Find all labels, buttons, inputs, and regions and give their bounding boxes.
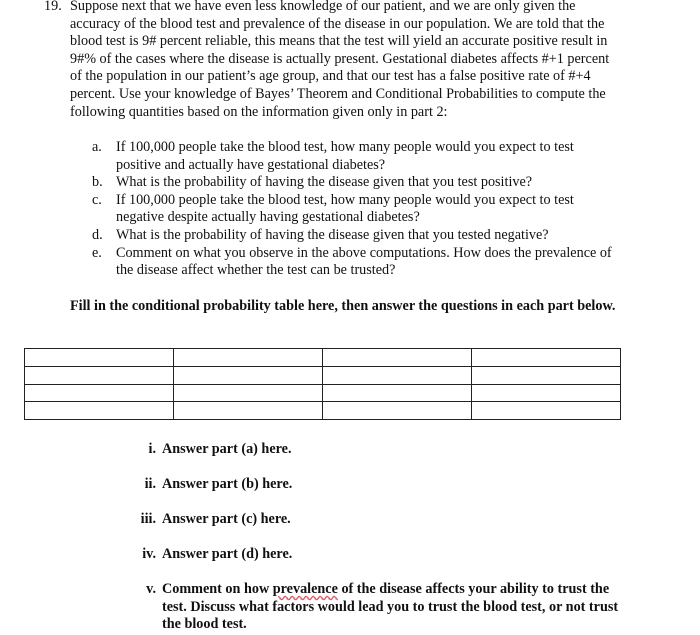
part-b [92,174,622,192]
answer-v[interactable] [130,581,630,634]
part-d [92,227,622,245]
conditional-probability-table [24,348,621,420]
table-cell[interactable] [25,366,174,384]
table-cell[interactable] [174,384,323,402]
table-cell[interactable] [323,349,472,367]
table-cell[interactable] [174,402,323,420]
part-c [92,192,622,227]
spellcheck-highlight-word[interactable]: prevalence [272,580,338,597]
part-text: What is the probability of having the disease given that you tested negative? [116,226,549,243]
table-cell[interactable] [25,402,174,420]
table-cell[interactable] [323,384,472,402]
part-text: If 100,000 people take the blood test, how many people would you expect to test positive and actually have gestational diabetes? [116,139,574,173]
answer-text-pre: Comment on how [162,580,273,597]
question-number: 19. [44,0,62,14]
table-cell[interactable] [25,349,174,367]
part-text: Comment on what you observe in the above computations. How does the prevalence of the disease affect whether the test can be trusted? [116,244,612,279]
table-row [25,384,621,402]
answer-text-post: of the disease affects your ability to trust the test. Discuss what factors would lead you to trust the blood test, or not trust the blood test. [162,580,619,633]
answer-text: Answer part (b) here. [162,475,293,492]
answer-marker: iii. [140,510,156,527]
answer-text: Answer part (a) here. [162,441,292,457]
answer-marker: iv. [142,545,156,562]
answer-text: Answer part (d) here. [162,545,293,562]
table-cell[interactable] [472,349,621,367]
table-cell[interactable] [25,384,174,402]
table-cell[interactable] [472,402,621,420]
answer-list [130,441,630,634]
table-row [25,402,621,420]
table-cell[interactable] [472,366,621,384]
part-text: What is the probability of having the disease given that you test positive? [116,174,533,191]
question-parts-list [92,139,622,280]
table-row [25,349,621,367]
table-cell[interactable] [323,402,472,420]
part-text: If 100,000 people take the blood test, how many people would you expect to test negative despite actually having gestational diabetes? [116,191,574,226]
question-19 [44,0,624,121]
table-cell[interactable] [323,366,472,384]
answer-iv[interactable] [130,546,630,564]
answer-marker: v. [146,580,156,597]
table-row [25,366,621,384]
table-instructions: Fill in the conditional probability table here, then answer the questions in each part below. [70,298,616,314]
part-marker: c. [92,191,102,208]
part-a [92,139,622,174]
answer-marker: i. [148,441,156,457]
part-e [92,245,622,280]
part-marker: a. [92,139,102,155]
table-cell[interactable] [174,366,323,384]
answer-i[interactable] [130,441,630,459]
question-text: Suppose next that we have even less knowledge of our patient, and we are only given the accuracy of the blood test and prevalence of the disease in our population. We are told that the blood test is 9# percent reliable, this means that the test will yield an accurate positive result in 9#% of the cases where the disease is actually present. Gestational diabetes affects #+1 percent of the population in our patient’s age group, and that our test has a false positive rate of #+4 percent. Use your knowledge of Bayes’ Theorem and Conditional Probabilities to compute the following quantities based on the information given only in part 2: [70,0,610,120]
answer-ii[interactable] [130,476,630,494]
table-cell[interactable] [472,384,621,402]
table-cell[interactable] [174,349,323,367]
answer-marker: ii. [144,475,156,492]
answer-text: Answer part (c) here. [162,510,291,527]
part-marker: e. [92,244,102,261]
part-marker: b. [92,174,103,191]
answer-iii[interactable] [130,511,630,529]
part-marker: d. [92,226,103,243]
